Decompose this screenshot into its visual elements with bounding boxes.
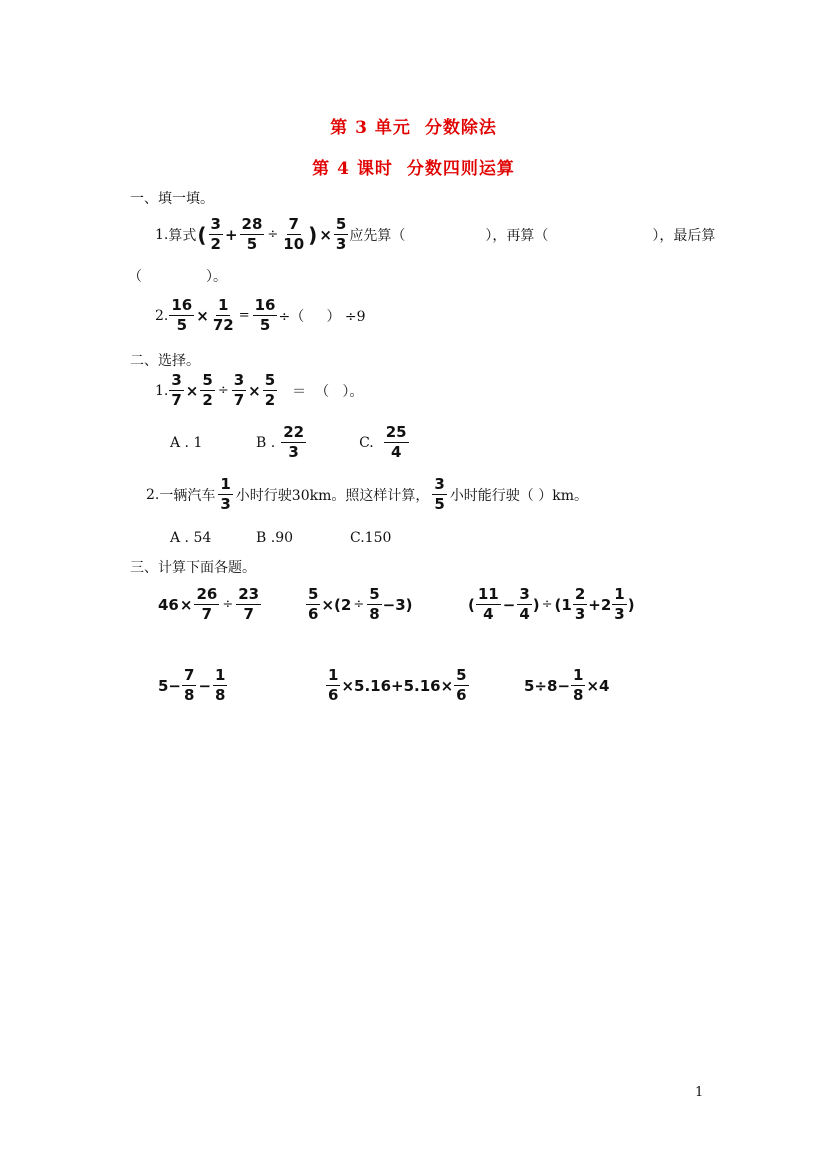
paren: (	[197, 222, 207, 247]
fraction: $\frac{1}{8}$	[573, 666, 584, 704]
question-text: 小时能行驶（ ）km。	[449, 487, 589, 504]
operator: ×	[319, 225, 332, 244]
question-text: ＝ （ ）。	[292, 383, 364, 400]
question-text: ），最后算	[652, 227, 716, 244]
option-c-label[interactable]: C.	[359, 434, 374, 451]
expr-4: 5− $\frac{7}{8}$ − $\frac{1}{8}$	[158, 666, 226, 704]
fraction: $\frac{28}{5}$	[241, 215, 263, 253]
s2-q2-options	[170, 530, 391, 546]
operator: ÷	[267, 227, 279, 242]
operator: ×	[196, 306, 209, 325]
page-number: 1	[695, 1085, 704, 1100]
option-b-label[interactable]: B .	[256, 434, 276, 451]
question-text: （	[128, 269, 142, 285]
expr-1: 46 × $\frac{26}{7}$ ÷ $\frac{23}{7}$	[158, 585, 260, 623]
fraction: $\frac{1}{3}$	[220, 475, 231, 513]
paren: )	[308, 222, 318, 247]
s1-q1-line1	[155, 217, 715, 252]
option-c-fraction[interactable]: $\frac{25}{4}$	[385, 423, 407, 461]
question-text: ÷（ ） ÷9	[278, 308, 366, 325]
section3-heading: 三、计算下面各题。	[130, 560, 256, 576]
s1-q2	[155, 298, 366, 333]
option-a[interactable]: A . 54	[170, 530, 212, 546]
question-text: 一辆汽车	[159, 487, 216, 504]
question-number: 2.	[155, 307, 169, 324]
fraction: $\frac{5}{6}$	[308, 585, 319, 623]
fraction: $\frac{5}{3}$	[335, 215, 347, 253]
expr-2: $\frac{5}{6}$ ×(2 ÷ $\frac{5}{8}$ −3)	[308, 585, 413, 623]
fraction: $\frac{7}{8}$	[184, 666, 195, 704]
fraction: $\frac{3}{2}$	[210, 215, 221, 253]
question-number: 1.	[155, 226, 169, 243]
unit-title	[0, 113, 827, 138]
question-number: 2.	[146, 486, 160, 503]
fraction: $\frac{16}{5}$	[171, 296, 193, 334]
fraction: $\frac{7}{10}$	[283, 215, 305, 253]
operator: ×	[185, 381, 199, 400]
lesson-title	[0, 154, 827, 179]
fraction: $\frac{2}{3}$	[574, 585, 586, 623]
option-b-fraction[interactable]: $\frac{22}{3}$	[283, 423, 305, 461]
question-text: 算式	[168, 227, 197, 244]
fraction: $\frac{5}{8}$	[369, 585, 380, 623]
s2-q1	[155, 373, 363, 408]
operator: ×	[248, 381, 261, 400]
fraction: $\frac{23}{7}$	[238, 585, 260, 623]
fraction: $\frac{1}{8}$	[215, 666, 226, 704]
fraction: $\frac{5}{2}$	[264, 371, 276, 409]
fraction: $\frac{3}{4}$	[519, 585, 530, 623]
section1-heading: 一、填一填。	[130, 191, 214, 207]
fraction: $\frac{5}{2}$	[202, 371, 213, 409]
question-text: ）。	[206, 269, 227, 285]
operator: =	[238, 308, 250, 323]
unit-name: 分数除法	[424, 118, 497, 138]
fraction: $\frac{1}{72}$	[212, 296, 234, 334]
fraction: $\frac{1}{6}$	[328, 666, 339, 704]
lesson-number: 第 4 课时	[312, 159, 393, 179]
operator: ÷	[217, 383, 229, 398]
expr-5: $\frac{1}{6}$ ×5.16+5.16× $\frac{5}{6}$	[328, 666, 467, 704]
fraction: $\frac{1}{3}$	[614, 585, 625, 623]
fraction: $\frac{3}{5}$	[434, 475, 445, 513]
question-text: ），再算（	[485, 227, 549, 244]
lesson-name: 分数四则运算	[406, 159, 515, 179]
s2-q2	[146, 477, 588, 512]
section2-heading: 二、选择。	[130, 353, 200, 369]
fraction: $\frac{3}{7}$	[171, 371, 182, 409]
fraction: $\frac{11}{4}$	[477, 585, 499, 623]
expr-3: ( $\frac{11}{4}$ − $\frac{3}{4}$ ) ÷ (1 $\frac{2}{3}$ +2 $\frac{1}{3}$ )	[468, 585, 635, 623]
operator: +	[224, 225, 238, 244]
fraction: $\frac{3}{7}$	[233, 371, 245, 409]
fraction: $\frac{5}{6}$	[456, 666, 467, 704]
expr-6: 5÷8− $\frac{1}{8}$ ×4	[524, 666, 610, 704]
unit-number: 第 3 单元	[330, 118, 411, 138]
option-a[interactable]: A . 1	[170, 434, 203, 451]
s1-q1-line2	[128, 266, 227, 286]
option-b[interactable]: B .90	[256, 530, 294, 546]
question-number: 1.	[155, 382, 169, 399]
fraction: $\frac{16}{5}$	[254, 296, 276, 334]
fraction: $\frac{26}{7}$	[196, 585, 218, 623]
option-c[interactable]: C.150	[350, 530, 392, 546]
s2-q1-options	[170, 425, 410, 460]
question-text: 应先算（	[349, 227, 406, 244]
question-text: 小时行驶30km。照这样计算，	[235, 487, 430, 504]
